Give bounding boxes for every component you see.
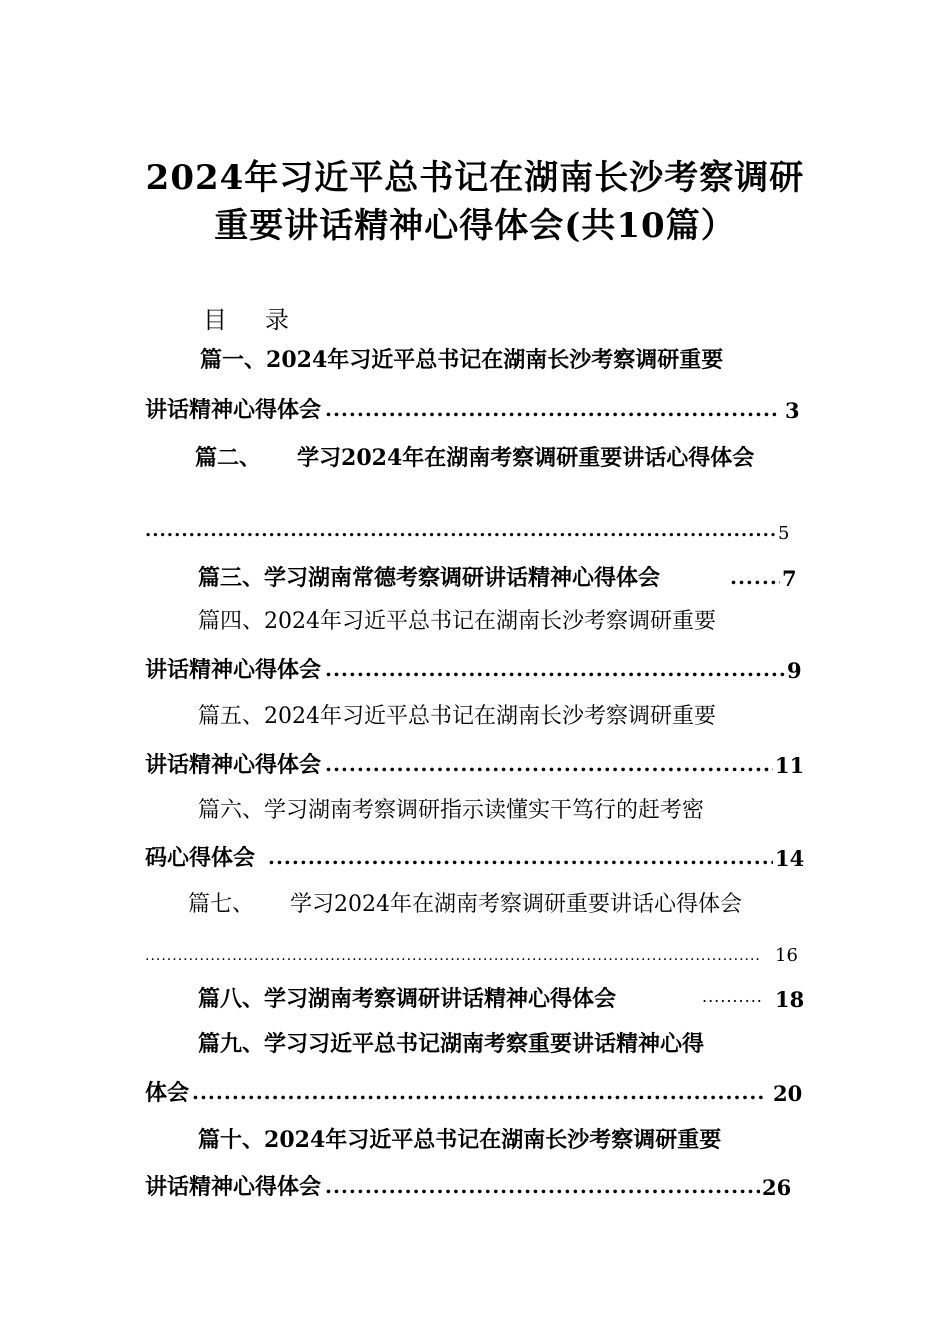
toc-entry-title: 学习2024年在湖南考察调研重要讲话心得体会: [290, 892, 743, 917]
toc-entry-title-cont: 讲话精神心得体会: [145, 657, 322, 683]
toc-page-number: 11: [775, 753, 805, 778]
toc-entry-5-line-1[interactable]: [198, 702, 716, 732]
toc-leader: [325, 1174, 760, 1198]
toc-heading-left: 目: [203, 306, 227, 334]
toc-entry-7-line-1[interactable]: [188, 890, 742, 920]
toc-leader: [702, 987, 762, 1006]
toc-entry-9-line-1[interactable]: [198, 1029, 704, 1059]
toc-entry-6-line-2[interactable]: [145, 843, 255, 873]
toc-entry-label: 篇六、: [198, 798, 265, 823]
toc-entry-label: 篇八、: [198, 986, 265, 1012]
toc-entry-title-cont: 体会: [145, 1080, 190, 1106]
toc-heading-right: 录: [265, 306, 289, 334]
toc-entry-label: 篇十、: [198, 1127, 265, 1153]
toc-entry-title: 学习习近平总书记湖南考察重要讲话精神心得: [264, 1031, 705, 1057]
toc-entry-title: 2024年习近平总书记在湖南长沙考察调研重要: [264, 609, 717, 634]
toc-page-number: 9: [787, 658, 802, 683]
toc-entry-6-line-1[interactable]: [198, 796, 704, 826]
toc-entry-label: 篇一、: [200, 347, 267, 373]
document-title-line-1: 2024年习近平总书记在湖南长沙考察调研: [145, 158, 805, 198]
toc-entry-label: 篇五、: [198, 704, 265, 729]
toc-page-number: 3: [785, 398, 800, 423]
toc-entry-3-line-1[interactable]: [198, 563, 660, 593]
toc-entry-title: 学习湖南考察调研指示读懂实干笃行的赶考密: [264, 798, 705, 823]
toc-entry-title: 学习2024年在湖南考察调研重要讲话心得体会: [297, 445, 755, 471]
toc-leader: [145, 520, 775, 541]
toc-entry-label: 篇九、: [198, 1031, 265, 1057]
toc-entry-1-line-2[interactable]: [145, 395, 321, 425]
toc-entry-title-cont: 讲话精神心得体会: [145, 752, 322, 778]
toc-leader: [730, 565, 780, 589]
toc-entry-title-cont: 码心得体会: [145, 845, 256, 871]
toc-leader: [192, 1080, 765, 1104]
document-title-line-2: 重要讲话精神心得体会(共10篇）: [214, 206, 736, 246]
toc-leader: [268, 845, 773, 869]
toc-entry-4-line-1[interactable]: [198, 607, 716, 637]
toc-entry-label: 篇二、: [195, 445, 262, 471]
toc-entry-2-line-1[interactable]: [195, 443, 754, 473]
toc-page-number: 7: [782, 566, 797, 591]
toc-entry-title: 2024年习近平总书记在湖南长沙考察调研重要: [264, 1127, 722, 1153]
toc-entry-8-line-1[interactable]: [198, 984, 616, 1014]
toc-page-number: 20: [773, 1081, 803, 1106]
toc-page-number: 5: [778, 523, 790, 544]
toc-entry-9-line-2[interactable]: [145, 1078, 189, 1108]
toc-entry-title: 2024年习近平总书记在湖南长沙考察调研重要: [264, 704, 717, 729]
toc-entry-title: 2024年习近平总书记在湖南长沙考察调研重要: [266, 347, 724, 373]
toc-page-number: 18: [775, 987, 805, 1012]
toc-page-number: 16: [775, 945, 798, 966]
toc-entry-title: 学习湖南常德考察调研讲话精神心得体会: [264, 565, 661, 591]
toc-entry-label: 篇三、: [198, 565, 265, 591]
toc-entry-1-line-1[interactable]: [200, 345, 723, 375]
toc-entry-4-line-2[interactable]: [145, 655, 321, 685]
toc-leader: [325, 752, 773, 776]
toc-page-number: 26: [762, 1175, 792, 1200]
toc-entry-10-line-1[interactable]: [198, 1125, 721, 1155]
toc-leader: [325, 397, 780, 421]
toc-heading: [203, 300, 327, 335]
toc-entry-label: 篇七、: [188, 892, 255, 917]
toc-entry-5-line-2[interactable]: [145, 750, 321, 780]
toc-entry-title: 学习湖南考察调研讲话精神心得体会: [264, 986, 617, 1012]
toc-entry-title-cont: 讲话精神心得体会: [145, 1174, 322, 1200]
toc-entry-label: 篇四、: [198, 609, 265, 634]
toc-entry-10-line-2[interactable]: [145, 1172, 321, 1202]
toc-leader: [145, 948, 760, 964]
toc-page-number: 14: [775, 846, 805, 871]
toc-entry-title-cont: 讲话精神心得体会: [145, 397, 322, 423]
toc-leader: [325, 657, 785, 681]
